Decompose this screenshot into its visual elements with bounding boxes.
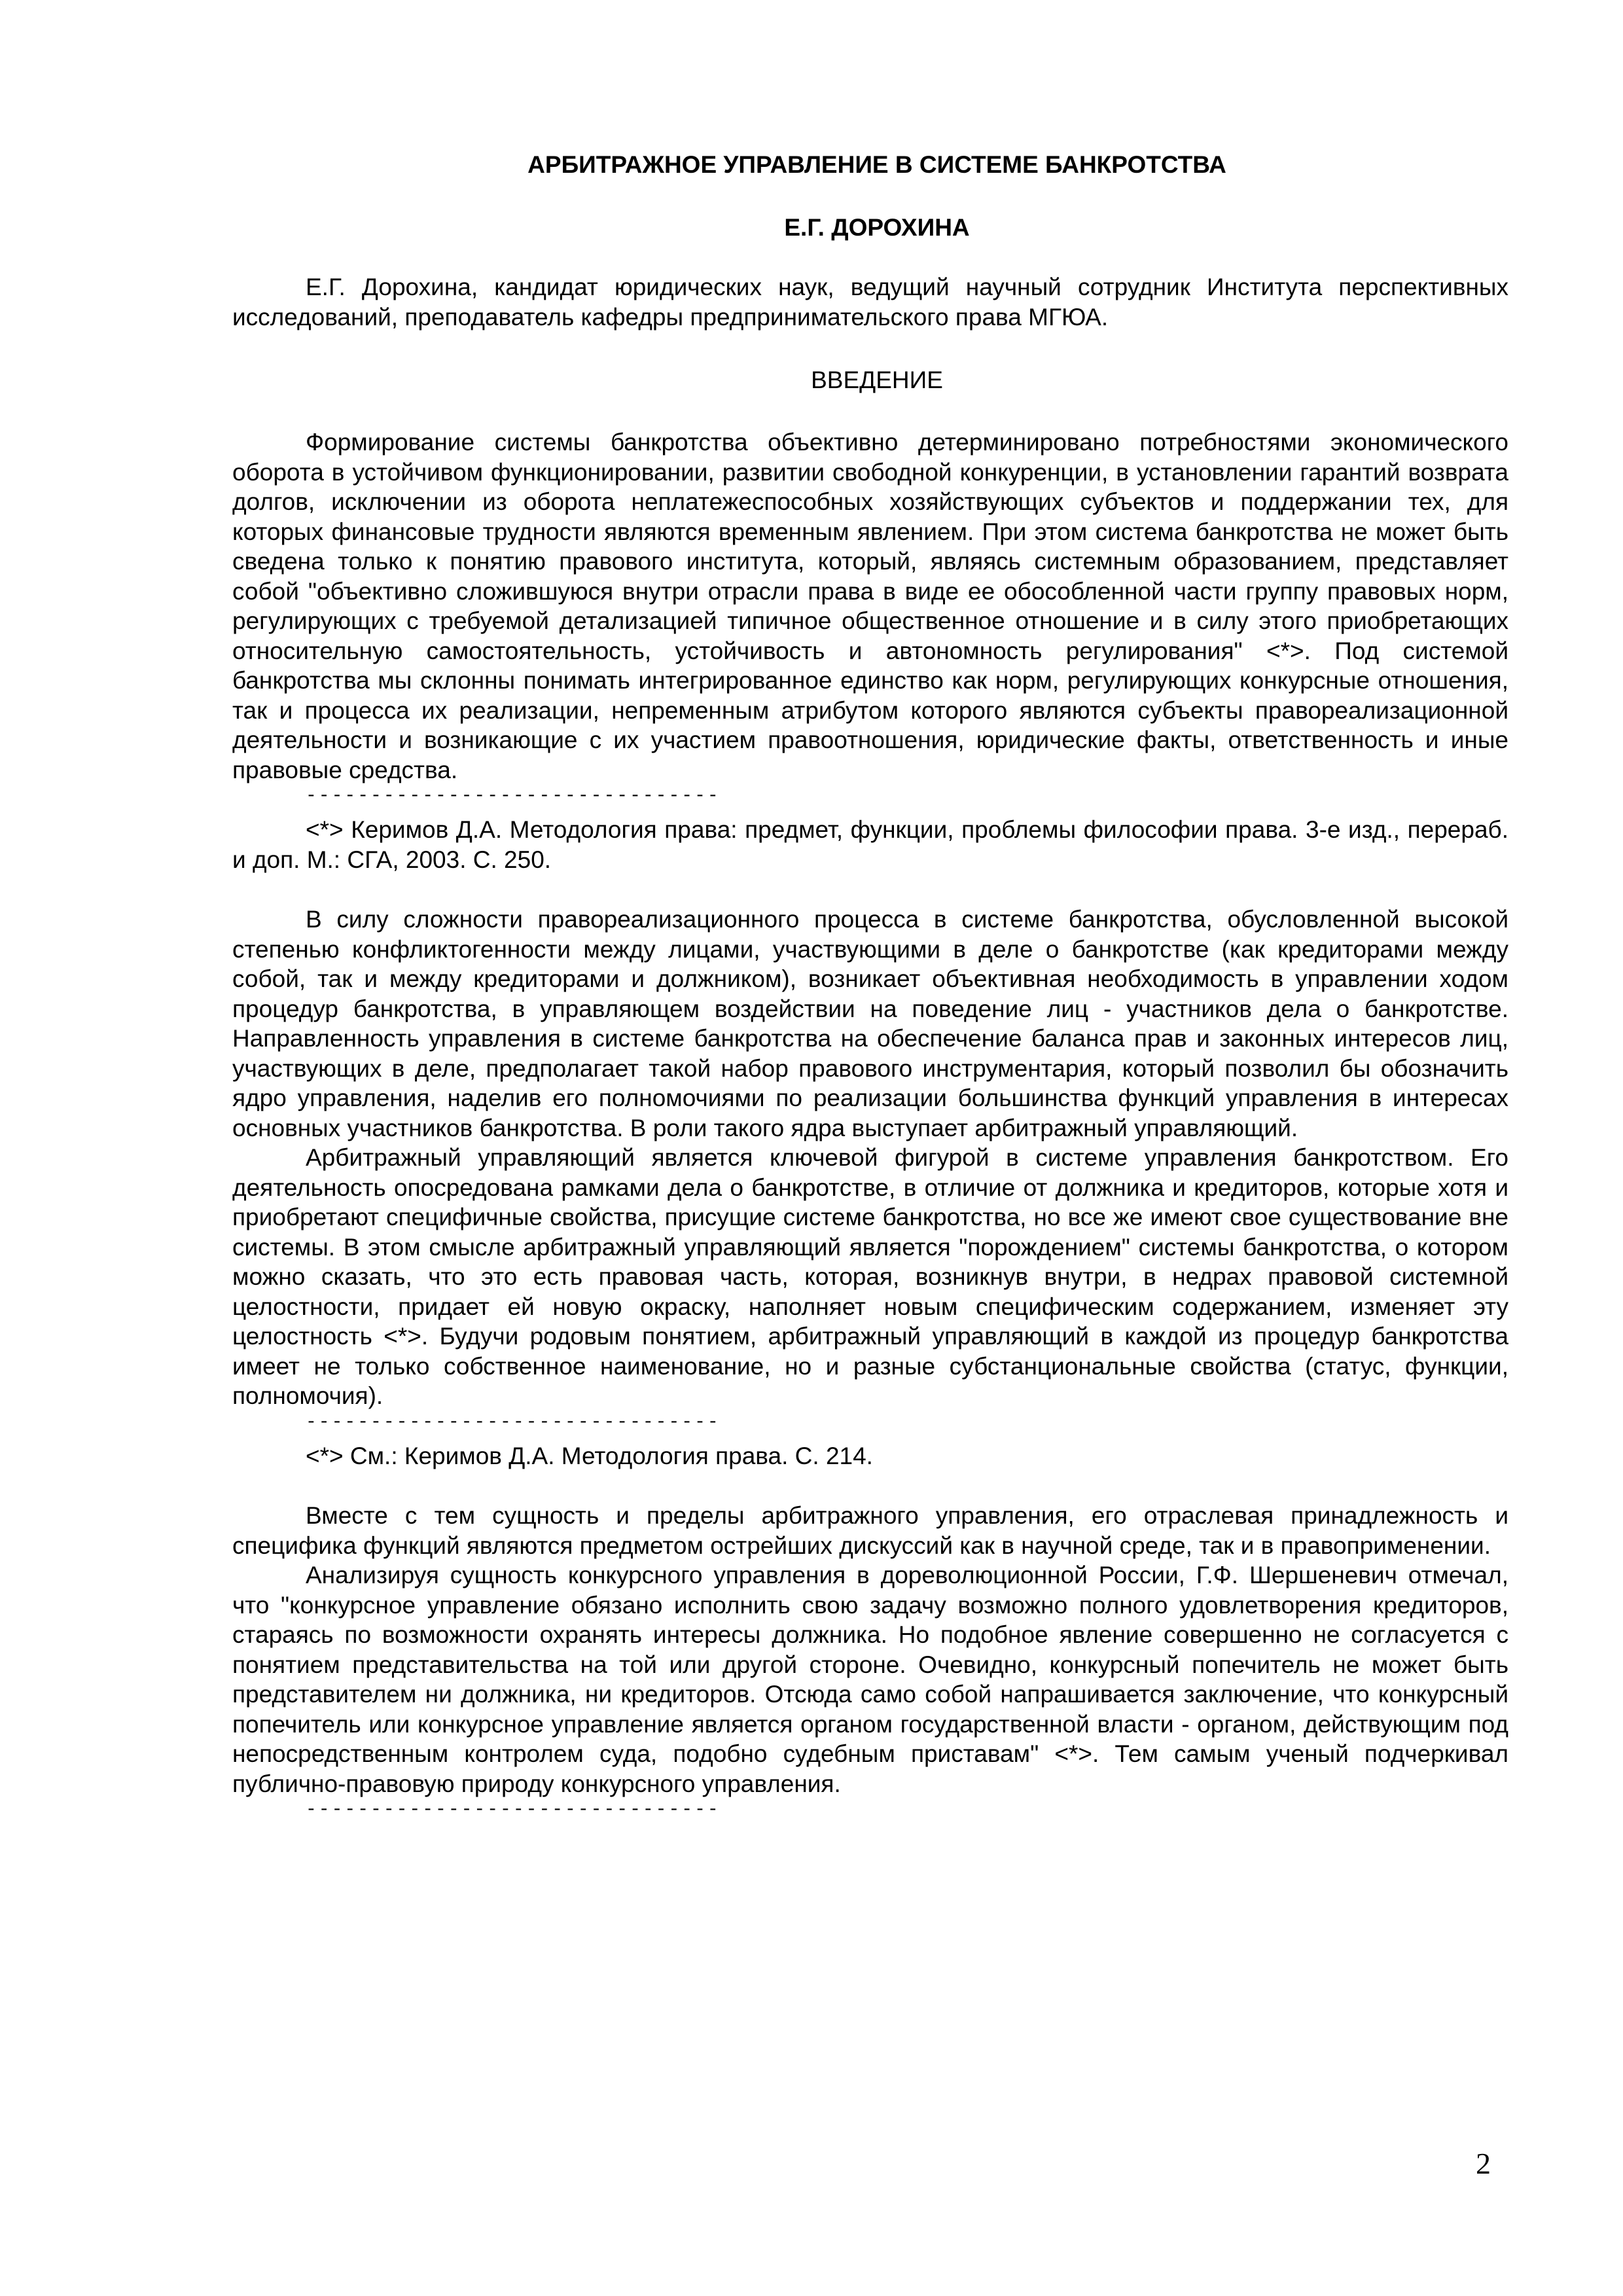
footnote-separator: -------------------------------- bbox=[306, 1800, 721, 1820]
section-heading: ВВЕДЕНИЕ bbox=[811, 367, 943, 393]
paragraph-2: В силу сложности правореализационного процесса в системе банкротства, обусловленной высокой степенью конфликтогенности между лицами, участвующими в деле о банкротстве (как кредиторами между собой, так и между кредиторами и должником), возникает объективная необходимость в управлении ходом процедур банкротства, в управляющем воздействии на поведение лиц - участников дела о банкротстве. Направленность управления в системе банкротства на обеспечение баланса прав и законных интересов лиц, участвующих в деле, предполагает такой набор правового инструментария, который позволил бы обозначить ядро управления, наделив его полномочиями по реализации большинства функций управления в интересах основных участников банкротства. В роли такого ядра выступает арбитражный управляющий. bbox=[232, 906, 1508, 1141]
author-name: Е.Г. ДОРОХИНА bbox=[784, 214, 970, 241]
paragraph-5: Анализируя сущность конкурсного управления в дореволюционной России, Г.Ф. Шершеневич отмечал, что "конкурсное управление обязано исполнить свою задачу возможно полного удовлетворения кредиторов, стараясь по возможности охранять интересы должника. Но подобное явление совершенно не согласуется с понятием представительства на той или другой стороне. Очевидно, конкурсный попечитель не может быть представителем ни должника, ни кредиторов. Отсюда само собой напрашивается заключение, что конкурсный попечитель или конкурсное управление является органом государственной власти - органом, действующим под непосредственным контролем суда, подобно судебным приставам" <*>. Тем самым ученый подчеркивал публично-правовую природу конкурсного управления. bbox=[232, 1562, 1508, 1797]
paragraph-3: Арбитражный управляющий является ключевой фигурой в системе управления банкротством. Его деятельность опосредована рамками дела о банкротстве, в отличие от должника и кредиторов, которые хотя и приобретают специфичные свойства, присущие системе банкротства, но все же имеют свое существование вне системы. В этом смысле арбитражный управляющий является "порождением" системы банкротства, о котором можно сказать, что это есть правовая часть, которая, возникнув внутри, в недрах правовой системной целостности, придает ей новую окраску, наполняет новым специфическим содержанием, изменяет эту целостность <*>. Будучи родовым понятием, арбитражный управляющий в каждой из процедур банкротства имеет не только собственное наименование, но и разные субстанциональные свойства (статус, функции, полномочия). bbox=[232, 1144, 1508, 1409]
author-affiliation: Е.Г. Дорохина, кандидат юридических наук, ведущий научный сотрудник Института перспективных исследований, преподаватель кафедры предпринимательского права МГЮА. bbox=[232, 274, 1508, 331]
document-title: АРБИТРАЖНОЕ УПРАВЛЕНИЕ В СИСТЕМЕ БАНКРОТСТВА bbox=[527, 151, 1226, 178]
footnote-2: <*> См.: Керимов Д.А. Методология права. С. 214. bbox=[306, 1442, 873, 1469]
document-body bbox=[232, 151, 1508, 1822]
footnote-separator: -------------------------------- bbox=[306, 786, 721, 806]
page-number: 2 bbox=[1476, 2147, 1491, 2180]
paragraph-4: Вместе с тем сущность и пределы арбитражного управления, его отраслевая принадлежность и специфика функций являются предметом острейших дискуссий как в научной среде, так и в правоприменении. bbox=[232, 1502, 1508, 1559]
paragraph-intro: Формирование системы банкротства объективно детерминировано потребностями экономического оборота в устойчивом функционировании, развитии свободной конкуренции, в установлении гарантий возврата долгов, исключении из оборота неплатежеспособных хозяйствующих субъектов и поддержании тех, для которых финансовые трудности являются временным явлением. При этом система банкротства не может быть сведена только к понятию правового института, который, являясь системным образованием, представляет собой "объективно сложившуюся внутри отрасли права в виде ее обособленной части группу правовых норм, регулирующих с требуемой детализацией типичное общественное отношение и в силу этого приобретающих относительную самостоятельность, устойчивость и автономность регулирования" <*>. Под системой банкротства мы склонны понимать интегрированное единство как норм, регулирующих конкурсные отношения, так и процесса их реализации, непременным атрибутом которого являются субъекты правореализационной деятельности и возникающие с их участием правоотношения, юридические факты, ответственность и иные правовые средства. bbox=[232, 429, 1508, 783]
footnote-1: <*> Керимов Д.А. Методология права: предмет, функции, проблемы философии права. 3-е изд., перераб. и доп. М.: СГА, 2003. С. 250. bbox=[232, 816, 1508, 873]
footnote-separator: -------------------------------- bbox=[306, 1412, 721, 1433]
